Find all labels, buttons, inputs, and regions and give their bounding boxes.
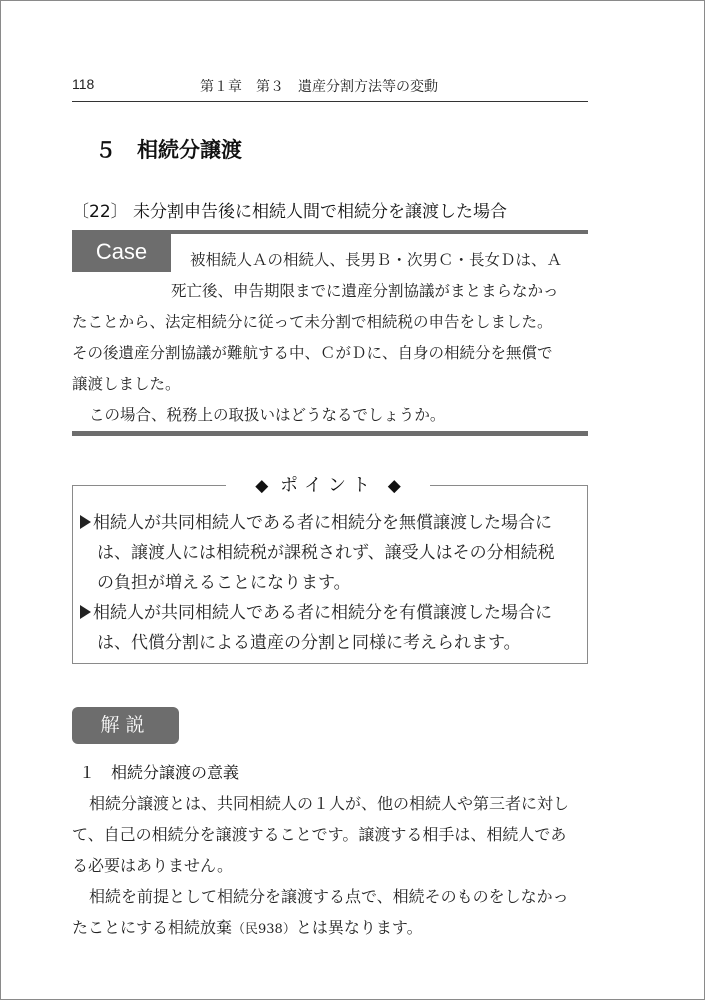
case-line: たことから、法定相続分に従って未分割で相続税の申告をしました。 xyxy=(72,313,553,331)
bullet-triangle-icon xyxy=(80,605,91,619)
diamond-icon: ◆ xyxy=(387,476,401,496)
point-text: 相続人が共同相続人である者に相続分を無償譲渡した場合に xyxy=(93,513,552,533)
body-line: て、自己の相続分を譲渡することです。譲渡する相手は、相続人であ xyxy=(72,825,567,844)
commentary-subheading: １ 相続分譲渡の意義 xyxy=(79,763,240,782)
case-line: 被相続人Ａの相続人、長男Ｂ・次男Ｃ・長女Ｄは、Ａ xyxy=(190,251,563,269)
header-rule xyxy=(72,101,588,102)
case-line: その後遺産分割協議が難航する中、ＣがＤに、自身の相続分を無償で xyxy=(72,344,553,362)
bullet-triangle-icon xyxy=(80,515,91,529)
page-number: 118 xyxy=(72,76,95,92)
points-title-text: ポイント xyxy=(280,475,376,496)
commentary-label: 解説 xyxy=(72,707,179,744)
point-continuation: は、代償分割による遺産の分割と同様に考えられます。 xyxy=(97,633,521,653)
case-line: この場合、税務上の取扱いはどうなるでしょうか。 xyxy=(89,406,446,424)
running-header xyxy=(72,74,588,100)
case-label: Case xyxy=(72,232,171,272)
points-title xyxy=(226,472,430,500)
body-line: 相続分譲渡とは、共同相続人の１人が、他の相続人や第三者に対し xyxy=(89,794,570,813)
case-line: 譲渡しました。 xyxy=(72,375,181,393)
point-text: 相続人が共同相続人である者に相続分を有償譲渡した場合に xyxy=(93,603,552,623)
point-item xyxy=(80,598,552,623)
section-title: ５ 相続分譲渡 xyxy=(95,138,242,162)
body-line: 相続を前提として相続分を譲渡する点で、相続そのものをしなかっ xyxy=(89,887,569,906)
case-bottom-rule xyxy=(72,431,588,436)
case-line: 死亡後、申告期限までに遺産分割協議がまとまらなかっ xyxy=(171,282,559,300)
point-continuation: は、譲渡人には相続税が課税されず、譲受人はその分相続税 xyxy=(97,543,555,563)
case-title: 〔22〕 未分割申告後に相続人間で相続分を譲渡した場合 xyxy=(72,202,508,222)
point-item xyxy=(80,508,552,533)
legal-citation: （民938） xyxy=(232,922,296,937)
point-continuation: の負担が増えることになります。 xyxy=(97,573,351,593)
diamond-icon: ◆ xyxy=(255,476,269,496)
body-text: とは異なります。 xyxy=(295,918,423,937)
body-line: る必要はありません。 xyxy=(72,856,233,875)
chapter-title: 第１章 第３ 遺産分割方法等の変動 xyxy=(200,79,438,95)
body-line xyxy=(72,915,423,938)
body-text: たことにする相続放棄 xyxy=(72,918,233,937)
